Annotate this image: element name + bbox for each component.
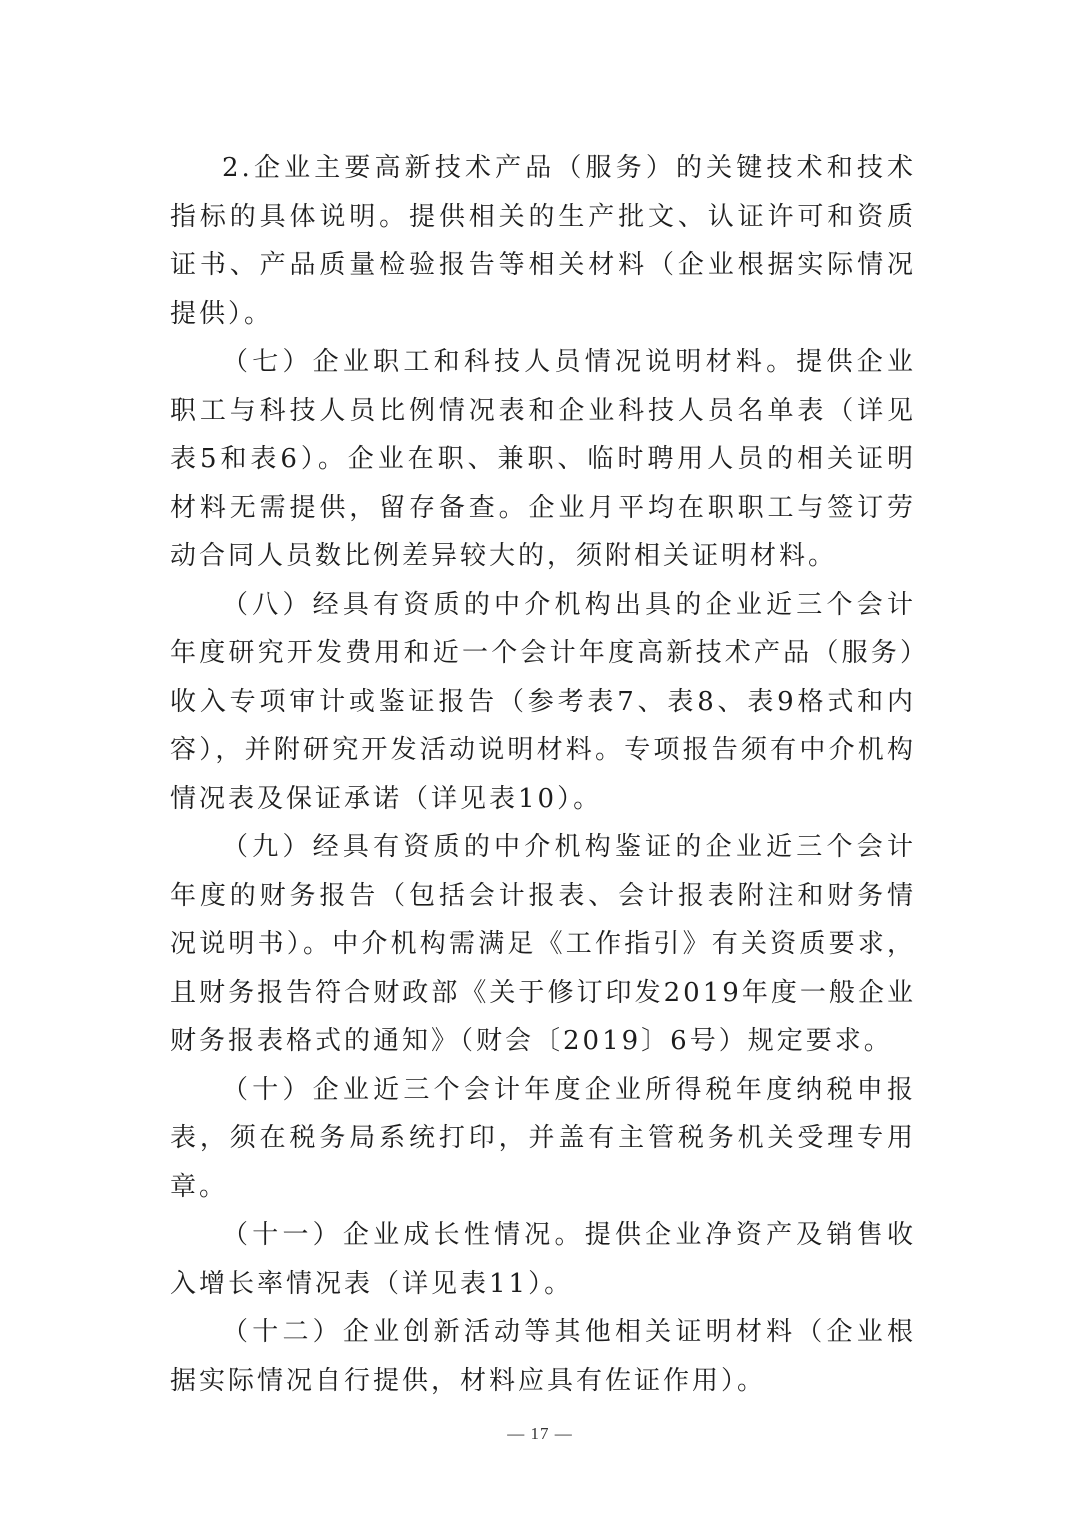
paragraph-financial-report: （九）经具有资质的中介机构鉴证的企业近三个会计年度的财务报告（包括会计报表、会计报表附注和财务情况说明书）。中介机构需满足《工作指引》有关资质要求，且财务报告符合财政部《关于修订印发2019年度一般企业财务报表格式的通知》（财会〔2019〕6号）规定要求。 — [170, 832, 916, 1056]
paragraph-growth: （十一）企业成长性情况。提供企业净资产及销售收入增长率情况表（详见表11）。 — [170, 1220, 916, 1299]
paragraph-tech-products: 2.企业主要高新技术产品（服务）的关键技术和技术指标的具体说明。提供相关的生产批文、认证许可和资质证书、产品质量检验报告等相关材料（企业根据实际情况提供）。 — [170, 153, 916, 329]
paragraph-tax-return: （十）企业近三个会计年度企业所得税年度纳税申报表，须在税务局系统打印，并盖有主管税务机关受理专用章。 — [170, 1074, 916, 1202]
paragraph-innovation: （十二）企业创新活动等其他相关证明材料（企业根据实际情况自行提供，材料应具有佐证作用）。 — [170, 1317, 916, 1396]
document-body — [170, 144, 916, 1405]
paragraph-audit-report: （八）经具有资质的中介机构出具的企业近三个会计年度研究开发费用和近一个会计年度高新技术产品（服务）收入专项审计或鉴证报告（参考表7、表8、表9格式和内容），并附研究开发活动说明材料。专项报告须有中介机构情况表及保证承诺（详见表10）。 — [170, 589, 916, 814]
paragraph-staff-materials: （七）企业职工和科技人员情况说明材料。提供企业职工与科技人员比例情况表和企业科技人员名单表（详见表5和表6）。企业在职、兼职、临时聘用人员的相关证明材料无需提供，留存备查。企业月平均在职职工与签订劳动合同人员数比例差异较大的，须附相关证明材料。 — [170, 347, 916, 571]
page-number: — 17 — — [507, 1424, 573, 1443]
